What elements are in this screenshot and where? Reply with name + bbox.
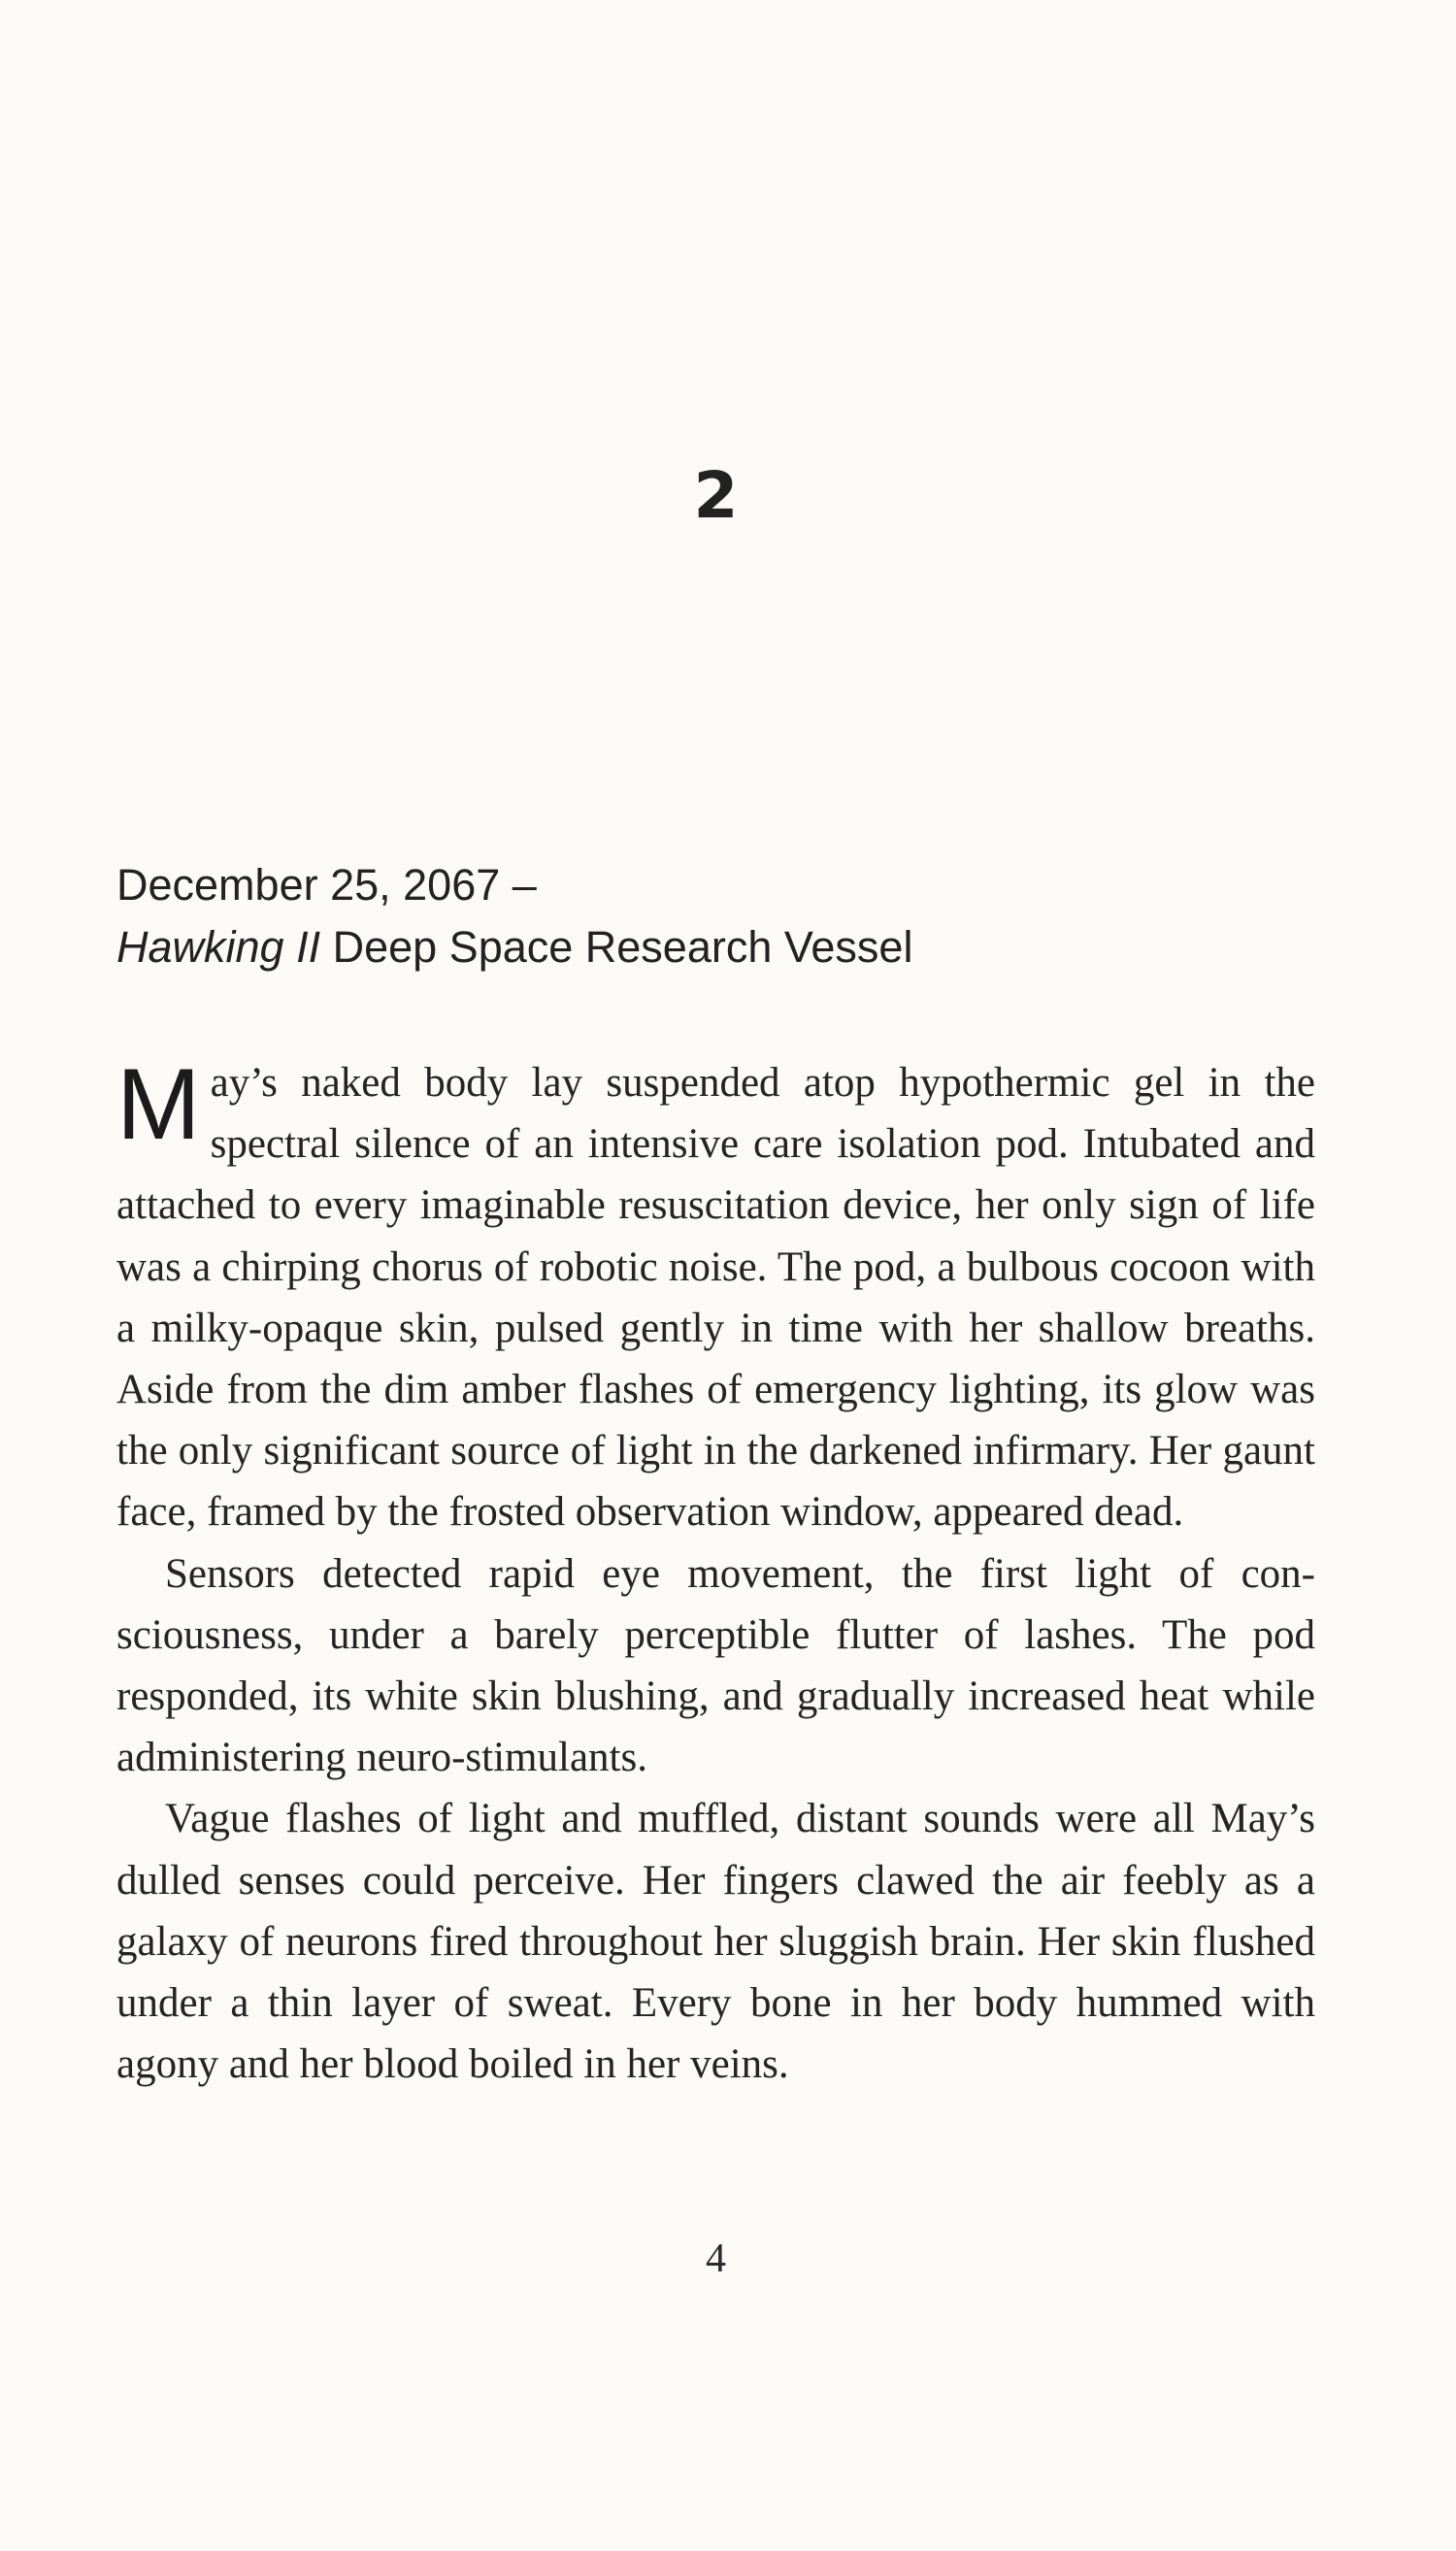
- ship-name: Hawking II: [116, 922, 321, 972]
- page-number: 4: [706, 2236, 726, 2281]
- location-line: [116, 916, 912, 978]
- paragraph-3: Vague flashes of light and muffled, distant sounds were all May’s dulled senses could perceive. Her fingers clawed the air feebly as a galaxy of neurons fired throughout her sluggish brain. Her skin flushed under a thin layer of sweat. Every bone in her body hummed with agony and her blood boiled in her veins.: [116, 1796, 1315, 2088]
- body-text: [116, 1048, 1315, 2095]
- paragraph-1: [116, 1048, 1315, 1543]
- date-line: December 25, 2067 –: [116, 860, 537, 910]
- vessel-type: Deep Space Research Vessel: [320, 922, 913, 972]
- paragraph-2: Sensors detected rapid eye movement, the first light of consciousness, under a barely perceptible flutter of lashes. The pod responded, its white skin blushing, and gradually increased heat while administering neuro-stimulants.: [116, 1550, 1315, 1781]
- drop-cap: M: [116, 1048, 201, 1161]
- chapter-heading: [116, 854, 912, 978]
- chapter-number: 2: [693, 458, 739, 533]
- paragraph-1-text: ay’s naked body lay suspended atop hypothermic gel in the spectral silence of an intensive care isolation pod. Intubated and attached to every imaginable resuscitation device, her only sign of life was a chirping chorus of robotic noise. The pod, a bulbous cocoon with a milky-opaque skin, pulsed gently in time with her shallow breaths. Aside from the dim amber flashes of emergency lighting, its glow was the only significant source of light in the darkened infirmary. Her gaunt face, framed by the frosted observation window, appeared dead.: [116, 1060, 1315, 1536]
